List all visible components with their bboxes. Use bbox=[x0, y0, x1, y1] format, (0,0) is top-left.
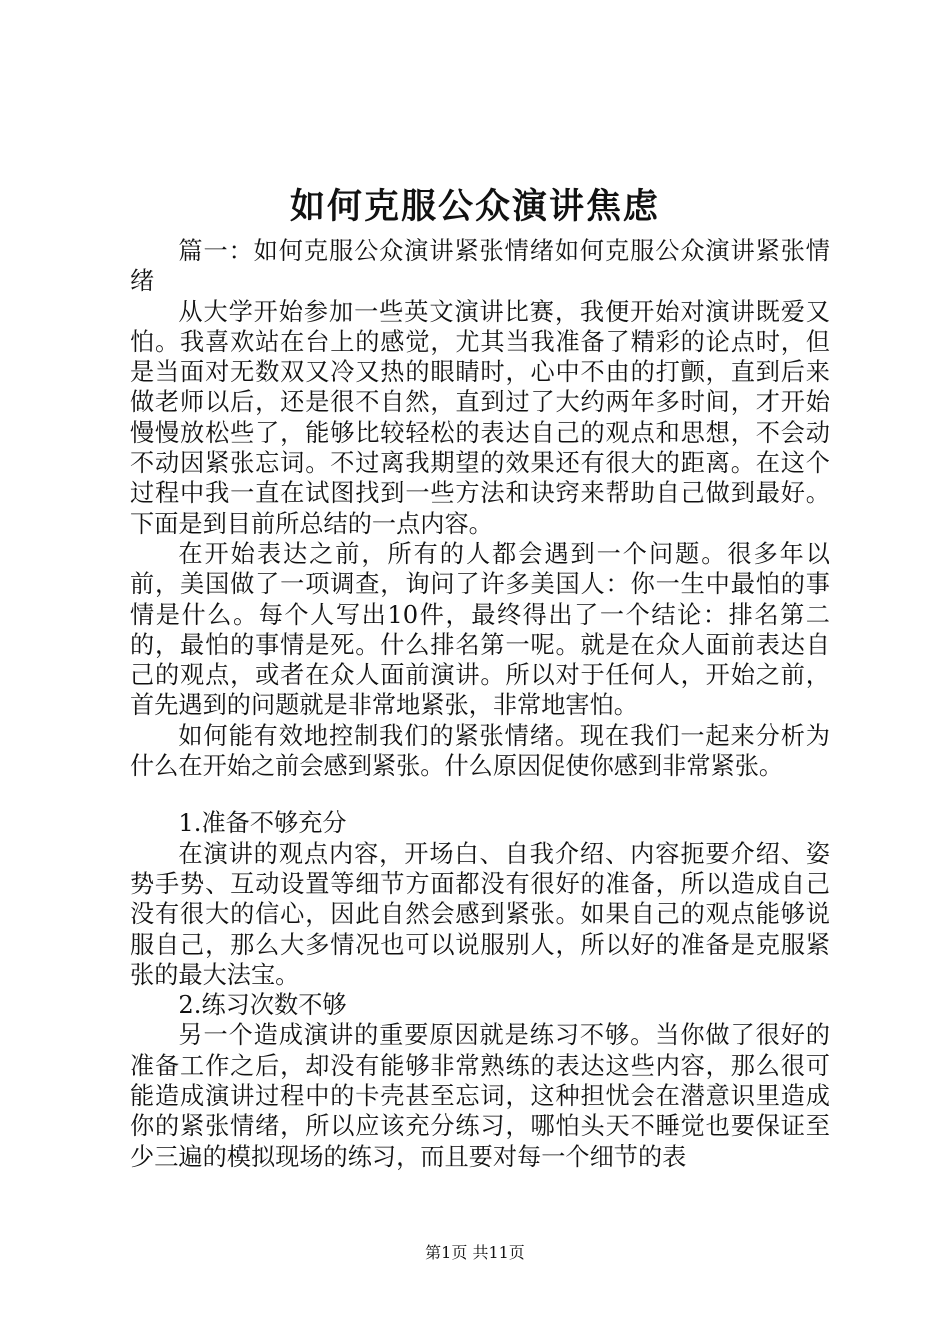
document-title: 如何克服公众演讲焦虑 bbox=[289, 186, 660, 227]
section-heading-2: 2.练习次数不够 bbox=[178, 991, 347, 1020]
paragraph: 从大学开始参加一些英文演讲比赛，我便开始对演讲既爱又怕。我喜欢站在台上的感觉，尤其当我准备了精彩的论点时，但是当面对无数双又冷又热的眼睛时，心中不由的打颤，直到后来做老师以后，还是很不自然，直到过了大约两年多时间，才开始慢慢放松些了，能够比较轻松的表达自己的观点和思想，不会动不动因紧张忘词。不过离我期望的效果还有很大的距离。在这个过程中我一直在试图找到一些方法和诀窍来帮助自己做到最好。下面是到目前所总结的一点内容。 bbox=[130, 297, 830, 538]
paragraph: 如何能有效地控制我们的紧张情绪。现在我们一起来分析为什么在开始之前会感到紧张。什么原因促使你感到非常紧张。 bbox=[130, 721, 830, 781]
page-footer: 第1页 共11页 bbox=[425, 1243, 525, 1262]
paragraph-intro: 篇一：如何克服公众演讲紧张情绪如何克服公众演讲紧张情绪 bbox=[130, 237, 830, 296]
document-body bbox=[130, 236, 830, 1172]
paragraph: 在演讲的观点内容，开场白、自我介绍、内容扼要介绍、姿势手势、互动设置等细节方面都没有很好的准备，所以造成自己没有很大的信心，因此自然会感到紧张。如果自己的观点能够说服自己，那么大多情况也可以说服别人，所以好的准备是克服紧张的最大法宝。 bbox=[130, 839, 830, 989]
section-heading-1: 1.准备不够充分 bbox=[178, 809, 347, 838]
paragraph: 在开始表达之前，所有的人都会遇到一个问题。很多年以前，美国做了一项调查，询问了许多美国人：你一生中最怕的事情是什么。每个人写出10件，最终得出了一个结论：排名第二的，最怕的事情是死。什么排名第一呢。就是在众人面前表达自己的观点，或者在众人面前演讲。所以对于任何人，开始之前，首先遇到的问题就是非常地紧张，非常地害怕。 bbox=[130, 539, 830, 720]
paragraph: 另一个造成演讲的重要原因就是练习不够。当你做了很好的准备工作之后，却没有能够非常熟练的表达这些内容，那么很可能造成演讲过程中的卡壳甚至忘词，这种担忧会在潜意识里造成你的紧张情绪，所以应该充分练习，哪怕头天不睡觉也要保证至少三遍的模拟现场的练习，而且要对每一个细节的表 bbox=[130, 1021, 830, 1171]
